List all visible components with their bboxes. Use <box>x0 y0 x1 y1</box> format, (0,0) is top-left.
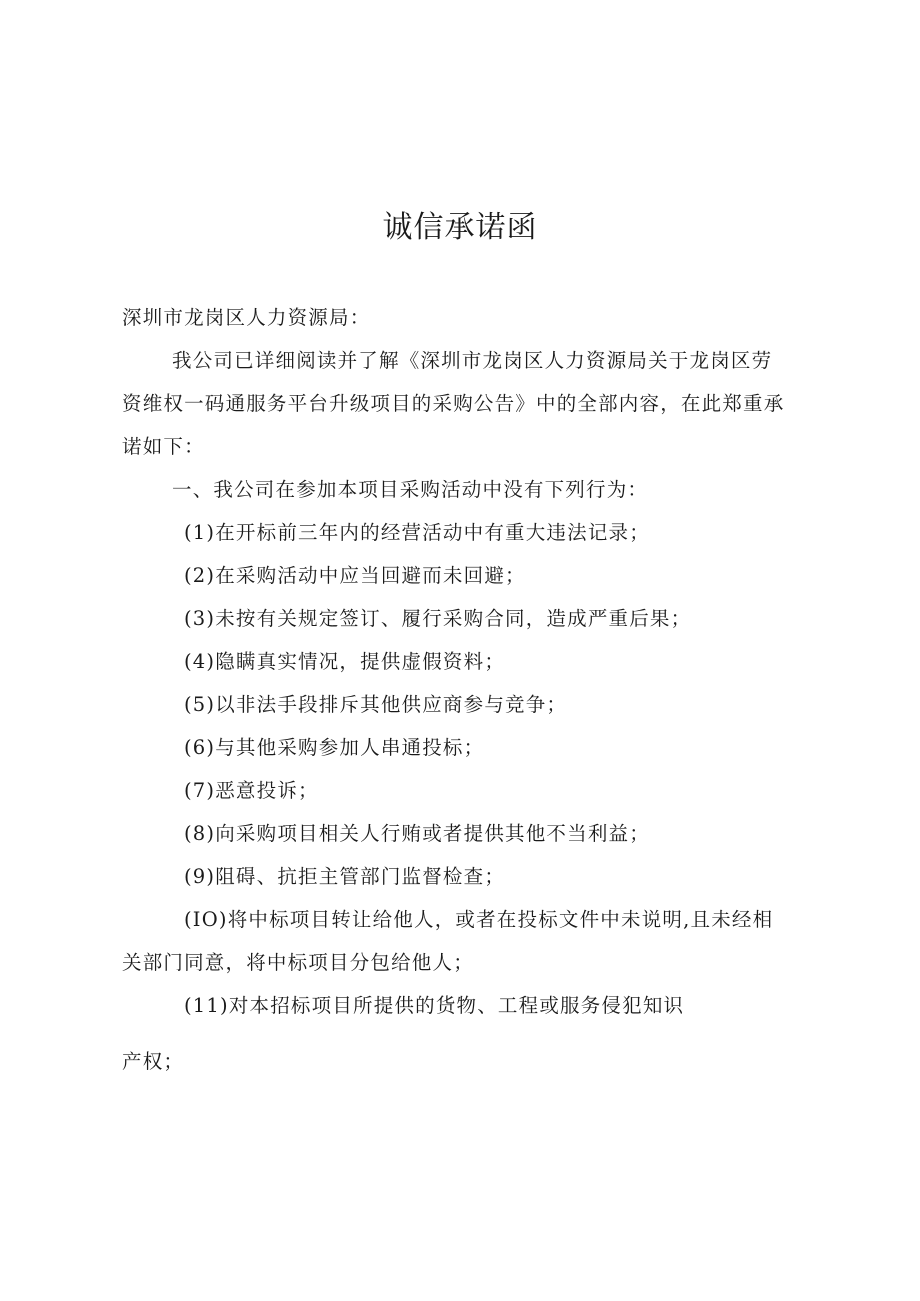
item-list <box>122 511 812 1027</box>
list-item: (6)与其他采购参加人串通投标； <box>184 736 485 759</box>
list-item: (1)在开标前三年内的经营活动中有重大违法记录； <box>184 521 650 544</box>
list-item-10-line-2: 关部门同意，将中标项目分包给他人； <box>122 951 474 974</box>
list-item-11-line-1: (11)对本招标项目所提供的货物、工程或服务侵犯知识 <box>184 994 685 1017</box>
list-item: (4)隐瞒真实情况，提供虚假资料； <box>184 650 506 673</box>
list-item: (7)恶意投诉； <box>184 779 319 802</box>
list-item-10-line-1: (IO)将中标项目转让给他人，或者在投标文件中未说明,且未经相 <box>184 908 774 931</box>
section-heading-line: 一、我公司在参加本项目采购活动中没有下列行为： <box>172 478 649 501</box>
intro-line-1: 我公司已详细阅读并了解《深圳市龙岗区人力资源局关于龙岗区劳 <box>172 349 773 372</box>
list-item: (2)在采购活动中应当回避而未回避； <box>184 564 526 587</box>
list-item: (5)以非法手段排斥其他供应商参与竞争； <box>184 693 568 716</box>
list-item: (9)阻碍、抗拒主管部门监督检查； <box>184 865 506 888</box>
intro-line-2: 资维权一码通服务平台升级项目的采购公告》中的全部内容，在此郑重承 <box>122 392 785 415</box>
addressee-line: 深圳市龙岗区人力资源局： <box>122 306 371 329</box>
list-item: (3)未按有关规定签订、履行采购合同，造成严重后果； <box>184 607 692 630</box>
intro-line-3: 诺如下： <box>122 435 205 458</box>
list-item: (8)向采购项目相关人行贿或者提供其他不当利益； <box>184 822 650 845</box>
list-item-11-line-2: 产权； <box>122 1050 185 1073</box>
section-heading <box>122 468 812 511</box>
document-title: 诚信承诺函 <box>382 210 538 245</box>
addressee <box>122 296 812 339</box>
item-11-continuation <box>122 1040 812 1083</box>
intro-paragraph <box>122 339 812 468</box>
